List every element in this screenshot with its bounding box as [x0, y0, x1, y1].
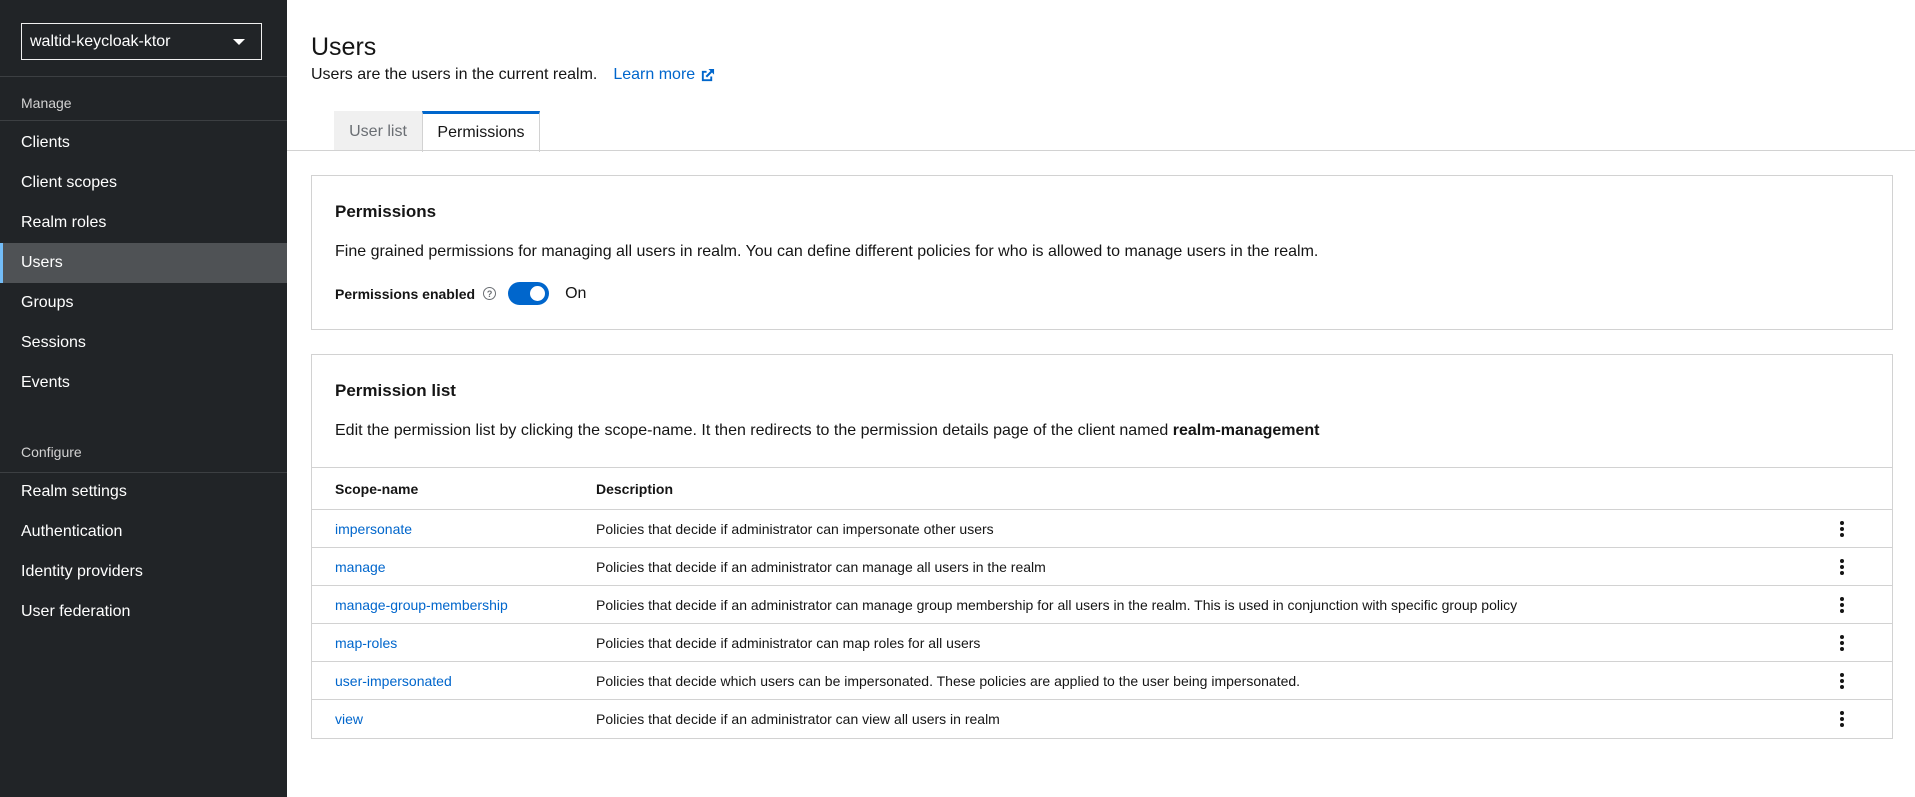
scope-link[interactable]: manage-group-membership [335, 596, 508, 613]
permission-table [312, 467, 1892, 737]
sidebar-item-sessions[interactable]: Sessions [21, 334, 86, 351]
tabs-divider [287, 150, 1915, 151]
sidebar-item-authentication[interactable]: Authentication [21, 523, 123, 540]
sidebar [0, 0, 287, 797]
scope-description: Policies that decide if an administrator can manage group membership for all users in the realm. This is used in conjunction with specific group policy [596, 596, 1518, 613]
scope-description: Policies that decide if an administrator can manage all users in the realm [596, 558, 1046, 575]
kebab-menu-icon[interactable] [1832, 595, 1852, 615]
scope-link[interactable]: impersonate [335, 520, 413, 537]
table-row [312, 699, 1892, 737]
help-icon[interactable]: ? [483, 287, 496, 300]
permissions-toggle[interactable] [508, 282, 549, 305]
page-subtitle [311, 66, 715, 84]
sidebar-item-events[interactable]: Events [21, 374, 70, 391]
kebab-menu-icon[interactable] [1832, 633, 1852, 653]
table-row [312, 623, 1892, 661]
sidebar-item-clients[interactable]: Clients [21, 134, 70, 151]
learn-more-label: Learn more [613, 66, 696, 83]
table-row [312, 661, 1892, 699]
client-name: realm-management [1172, 422, 1320, 439]
realm-selector-label: waltid-keycloak-ktor [30, 32, 171, 50]
learn-more-link[interactable] [613, 66, 715, 84]
permissions-toggle-row [335, 282, 586, 305]
permissions-card [311, 175, 1893, 330]
sidebar-item-users[interactable]: Users [0, 243, 287, 283]
realm-selector[interactable] [21, 23, 262, 60]
scope-link[interactable]: user-impersonated [335, 672, 452, 689]
kebab-menu-icon[interactable] [1832, 519, 1852, 539]
table-row [312, 509, 1892, 547]
nav-divider [0, 120, 287, 121]
kebab-menu-icon[interactable] [1832, 709, 1852, 729]
kebab-menu-icon[interactable] [1832, 557, 1852, 577]
permissions-enabled-label: Permissions enabled [335, 285, 476, 302]
permission-list-title: Permission list [335, 381, 456, 400]
table-header-row [312, 467, 1892, 509]
column-header-scope-name: Scope-name [335, 480, 419, 497]
scope-description: Policies that decide if an administrator can view all users in realm [596, 710, 1000, 727]
permission-list-description-text: Edit the permission list by clicking the scope-name. It then redirects to the permission details page of the client named [335, 422, 1169, 439]
kebab-menu-icon[interactable] [1832, 671, 1852, 691]
column-header-description: Description [596, 480, 674, 497]
scope-description: Policies that decide if administrator can map roles for all users [596, 634, 981, 651]
scope-link[interactable]: manage [335, 558, 386, 575]
sidebar-item-realm-roles[interactable]: Realm roles [21, 214, 107, 231]
tab-permissions[interactable]: Permissions [422, 111, 540, 152]
scope-link[interactable]: view [335, 710, 364, 727]
page-subtitle-text: Users are the users in the current realm. [311, 66, 598, 83]
page-title: Users [311, 33, 377, 61]
scope-link[interactable]: map-roles [335, 634, 398, 651]
sidebar-item-client-scopes[interactable]: Client scopes [21, 174, 118, 191]
tab-user-list[interactable]: User list [334, 111, 422, 151]
nav-divider [0, 76, 287, 77]
sidebar-item-identity-providers[interactable]: Identity providers [21, 563, 143, 580]
sidebar-item-groups[interactable]: Groups [21, 294, 74, 311]
table-row [312, 547, 1892, 585]
sidebar-item-user-federation[interactable]: User federation [21, 603, 131, 620]
permissions-card-title: Permissions [335, 202, 437, 221]
nav-group-configure: Configure [21, 444, 82, 460]
external-link-icon [700, 68, 715, 83]
table-row [312, 585, 1892, 623]
caret-down-icon [233, 39, 245, 45]
scope-description: Policies that decide if administrator can impersonate other users [596, 520, 994, 537]
sidebar-item-realm-settings[interactable]: Realm settings [21, 483, 127, 500]
nav-group-manage: Manage [21, 95, 72, 111]
permissions-toggle-state: On [565, 284, 587, 302]
toggle-knob [530, 286, 545, 301]
permission-list-description [335, 422, 1319, 440]
main-content [287, 0, 1915, 797]
scope-description: Policies that decide which users can be impersonated. These policies are applied to the user being impersonated. [596, 672, 1301, 689]
permissions-card-description: Fine grained permissions for managing all users in realm. You can define different policies for who is allowed to manage users in the realm. [335, 243, 1319, 260]
permission-list-card [311, 354, 1893, 739]
